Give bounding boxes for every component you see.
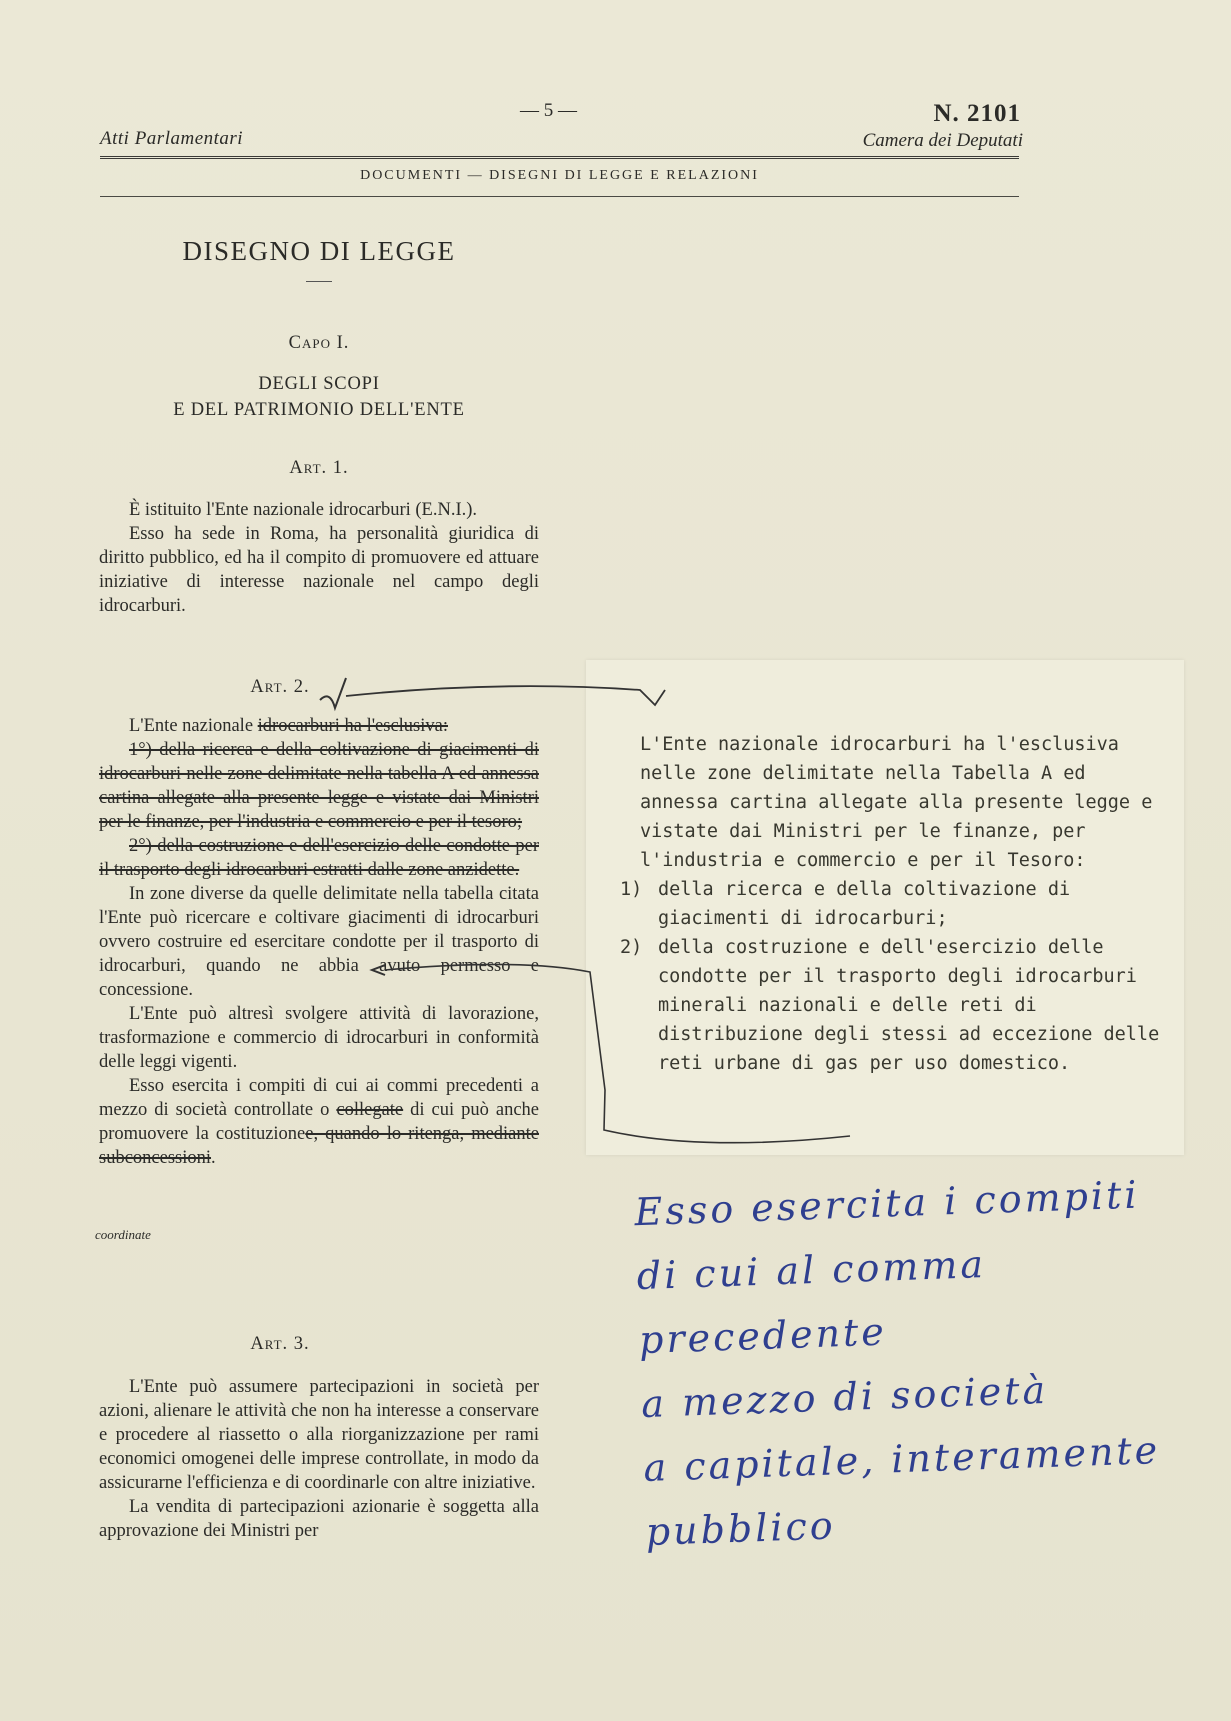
struck-text: e, quando lo ritenga, mediante subconcessioni xyxy=(99,1124,539,1168)
header-publication: Atti Parlamentari xyxy=(100,128,244,149)
document-number: N. 2101 xyxy=(933,100,1021,127)
art2-paragraph: In zone diverse da quelle delimitate nella tabella citata l'Ente può ricercare e coltivare giacimenti di idrocarburi ovvero costruire ed esercitare condotte per il trasporto di idrocarburi, quando ne abbia avuto permesso e concessione. xyxy=(99,884,539,1000)
insertion-arrow xyxy=(346,686,665,705)
art1-paragraph: È istituito l'Ente nazionale idrocarburi (E.N.I.). xyxy=(129,500,478,520)
typed-insert-item: 2) della costruzione e dell'esercizio delle condotte per il trasporto degli idrocarburi minerali nazionali e delle reti di distribuzione degli stessi ad eccezione delle reti urbane di gas per uso domestico. xyxy=(620,937,1160,1074)
struck-text: idrocarburi ha l'esclusiva: xyxy=(257,716,448,736)
struck-text: collegate xyxy=(336,1100,404,1120)
struck-text: 2°) della costruzione e dell'esercizio delle condotte per il trasporto degli idrocarburi estratti dalle zone anzidette. xyxy=(99,836,539,880)
art1-paragraph: Esso ha sede in Roma, ha personalità giuridica di diritto pubblico, ed ha il compito di promuovere ed attuare iniziative di interesse nazionale nel campo degli idrocarburi. xyxy=(99,524,539,616)
capo-title-line2: E DEL PATRIMONIO DELL'ENTE xyxy=(173,400,465,420)
art1-heading: Art. 1. xyxy=(289,458,349,478)
handwritten-margin-note: coordinate xyxy=(95,1227,151,1242)
insertion-bracket xyxy=(385,964,850,1142)
art2-paragraph: L'Ente può altresì svolgere attività di lavorazione, trasformazione e commercio di idrocarburi in conformità delle leggi vigenti. xyxy=(99,1004,539,1072)
insertion-caret-mark xyxy=(320,678,346,708)
art3-heading: Art. 3. xyxy=(250,1334,310,1354)
capo-title-line1: DEGLI SCOPI xyxy=(258,374,380,394)
capo-label: Capo I. xyxy=(288,333,350,353)
art2-paragraph-amended: Esso esercita i compiti di cui ai commi precedenti a mezzo di società controllate o collegate di cui può anche promuovere la costituzionee, quando lo ritenga, mediante subconcessioni. xyxy=(99,1076,540,1168)
handwritten-amendment: Esso esercita i compiti di cui al comma precedente a mezzo di società a capitale, interamente pubblico xyxy=(633,1172,1161,1555)
header-chamber: Camera dei Deputati xyxy=(862,130,1023,151)
art3-paragraph: L'Ente può assumere partecipazioni in società per azioni, alienare le attività che non ha interesse a conservare e procedere al riassetto o alla riorganizzazione per rami economici omogenei delle imprese controllate, in modo da assicurarne l'efficienza e di coordinarle con altre iniziative. xyxy=(99,1377,539,1493)
page-title: DISEGNO DI LEGGE xyxy=(182,236,456,266)
art2-heading: Art. 2. xyxy=(250,677,310,697)
typed-insert-item: 1) della ricerca e della coltivazione di giacimenti di idrocarburi; xyxy=(620,879,1071,929)
struck-text: L'Ente nazionale xyxy=(129,716,254,736)
insertion-pointer xyxy=(372,965,385,975)
page-number: — 5 — xyxy=(520,100,577,121)
typed-insert-intro: L'Ente nazionale idrocarburi ha l'esclusiva nelle zone delimitate nella Tabella A ed annessa cartina allegate alla presente legge e vistate dai Ministri per le finanze, per l'industria e commercio e per il Tesoro: xyxy=(640,734,1153,871)
art3-paragraph: La vendita di partecipazioni azionarie è soggetta alla approvazione dei Ministri per xyxy=(99,1497,539,1541)
header-subheading: DOCUMENTI — DISEGNI DI LEGGE E RELAZIONI xyxy=(360,168,759,183)
struck-text: 1°) della ricerca e della coltivazione di giacimenti di idrocarburi nelle zone delimitate nella tabella A ed annessa cartina allegate alla presente legge e vistate dai Ministri per le finanze, per l'industria e commercio e per il tesoro; xyxy=(99,740,539,832)
